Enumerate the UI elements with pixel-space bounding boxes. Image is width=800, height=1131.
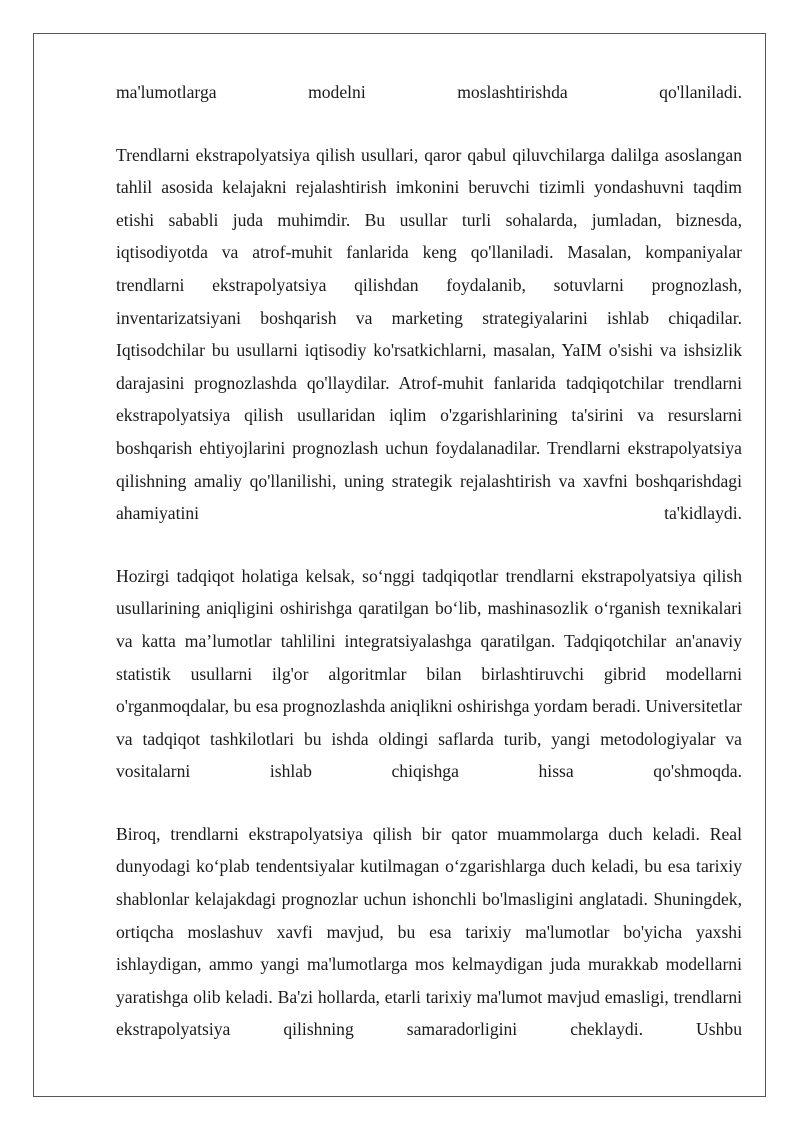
paragraph-spacer — [116, 788, 742, 818]
paragraph-current-research: Hozirgi tadqiqot holatiga kelsak, so‘nggi tadqiqotlar trendlarni ekstrapolyatsiya qilish usullarining aniqligini oshirishga qaratilgan bo‘lib, mashinasozlik o‘rganish texnikalari va katta ma’lumotlar tahlilini integratsiyalashga qaratilgan. Tadqiqotchilar an'anaviy statistik usullarni ilg'or algoritmlar bilan birlashtiruvchi gibrid modellarni o'rganmoqdalar, bu esa prognozlashda aniqlikni oshirishga yordam beradi. Universitetlar va tadqiqot tashkilotlari bu ishda oldingi saflarda turib, yangi metodologiyalar va vositalarni ishlab chiqishga hissa qo'shmoqda. — [116, 565, 742, 782]
document-body — [116, 76, 742, 1046]
paragraph-spacer — [116, 109, 742, 139]
paragraph-importance: Trendlarni ekstrapolyatsiya qilish usullari, qaror qabul qiluvchilarga dalilga asoslangan tahlil asosida kelajakni rejalashtirish imkonini beruvchi tizimli yondashuvni taqdim etishi sababli juda muhimdir. Bu usullar turli sohalarda, jumladan, biznesda, iqtisodiyotda va atrof-muhit fanlarida keng qo'llaniladi. Masalan, kompaniyalar trendlarni ekstrapolyatsiya qilishdan foydalanib, sotuvlarni prognozlash, inventarizatsiyani boshqarish va marketing strategiyalarini ishlab chiqadilar. Iqtisodchilar bu usullarni iqtisodiy ko'rsatkichlarni, masalan, YaIM o'sishi va ishsizlik darajasini prognozlashda qo'llaydilar. Atrof-muhit fanlarida tadqiqotchilar trendlarni ekstrapolyatsiya qilish usullaridan iqlim o'zgarishlarining ta'sirini va resurslarni boshqarish ehtiyojlarini prognozlash uchun foydalanadilar. Trendlarni ekstrapolyatsiya qilishning amaliy qo'llanilishi, uning strategik rejalashtirish va xavfni boshqarishdagi ahamiyatini ta'kidlaydi. — [116, 144, 742, 524]
paragraph-challenges: Biroq, trendlarni ekstrapolyatsiya qilish bir qator muammolarga duch keladi. Real dunyodagi ko‘plab tendentsiyalar kutilmagan o‘zgarishlarga duch keladi, bu esa tarixiy shablonlar kelajakdagi prognozlar uchun ishonchli bo'lmasligini anglatadi. Shuningdek, ortiqcha moslashuv xavfi mavjud, bu esa tarixiy ma'lumotlar bo'yicha yaxshi ishlaydigan, ammo yangi ma'lumotlarga mos kelmaydigan juda murakkab modellarni yaratishga olib keladi. Ba'zi hollarda, etarli tarixiy ma'lumot mavjud emasligi, trendlarni ekstrapolyatsiya qilishning samaradorligini cheklaydi. Ushbu — [116, 823, 742, 1040]
paragraph-spacer — [116, 530, 742, 560]
paragraph-continuation: ma'lumotlarga modelni moslashtirishda qo'llaniladi. — [116, 82, 742, 102]
